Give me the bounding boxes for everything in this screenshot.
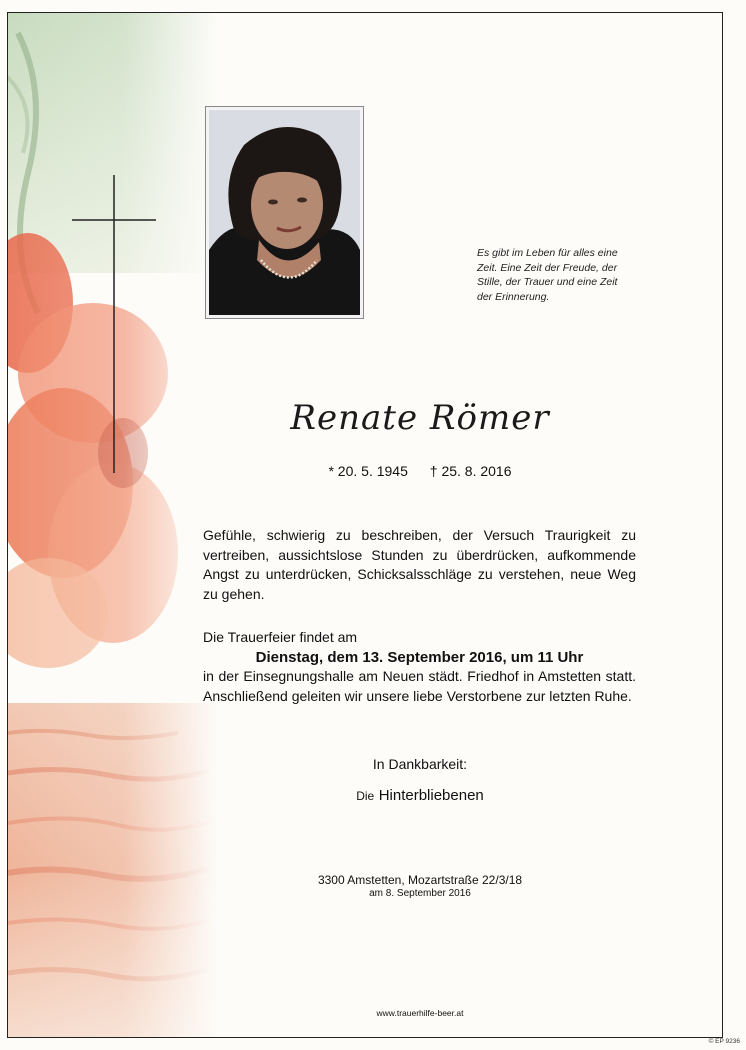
thanks-line: In Dankbarkeit: bbox=[372, 756, 468, 772]
birth-date: * 20. 5. 1945 bbox=[328, 463, 408, 479]
address-block bbox=[270, 873, 570, 901]
ceremony-intro: Die Trauerfeier findet am bbox=[203, 629, 358, 645]
memorial-quote bbox=[477, 246, 642, 304]
life-dates bbox=[200, 463, 640, 479]
quote-line: Stille, der Trauer und eine Zeit bbox=[477, 276, 618, 288]
signer bbox=[300, 787, 540, 805]
signer-prefix: Die bbox=[356, 789, 375, 803]
portrait-photo bbox=[205, 106, 364, 319]
quote-line: Es gibt im Leben für alles eine bbox=[477, 247, 618, 259]
portrait-image bbox=[209, 110, 360, 315]
address-date: am 8. September 2016 bbox=[369, 888, 471, 899]
ceremony-details: in der Einsegnungshalle am Neuen städt. Friedhof in Amstetten statt. Anschließend geleiten wir unsere liebe Verstorbene zur letzten Ruhe. bbox=[203, 668, 636, 704]
address-line: 3300 Amstetten, Mozartstraße 22/3/18 bbox=[317, 873, 523, 887]
ceremony-date: Dienstag, dem 13. September 2016, um 11 Uhr bbox=[255, 648, 584, 666]
ceremony-announcement bbox=[203, 628, 636, 706]
signer-name: Hinterbliebenen bbox=[378, 787, 484, 804]
memorial-verse: Gefühle, schwierig zu beschreiben, der Versuch Traurigkeit zu vertreiben, aussichtslose Stunden zu überdrücken, aufkommende Angst zu unterdrücken, Schicksalsschläge zu verstehen, neue Weg zu gehen. bbox=[203, 527, 636, 602]
deceased-name: Renate Römer bbox=[290, 398, 550, 438]
print-code: © EP 9236 bbox=[708, 1038, 740, 1045]
death-date: † 25. 8. 2016 bbox=[429, 463, 512, 479]
website-link[interactable]: www.trauerhilfe-beer.at bbox=[376, 1008, 464, 1018]
quote-line: Zeit. Eine Zeit der Freude, der bbox=[477, 261, 618, 274]
quote-line: der Erinnerung. bbox=[477, 290, 550, 303]
